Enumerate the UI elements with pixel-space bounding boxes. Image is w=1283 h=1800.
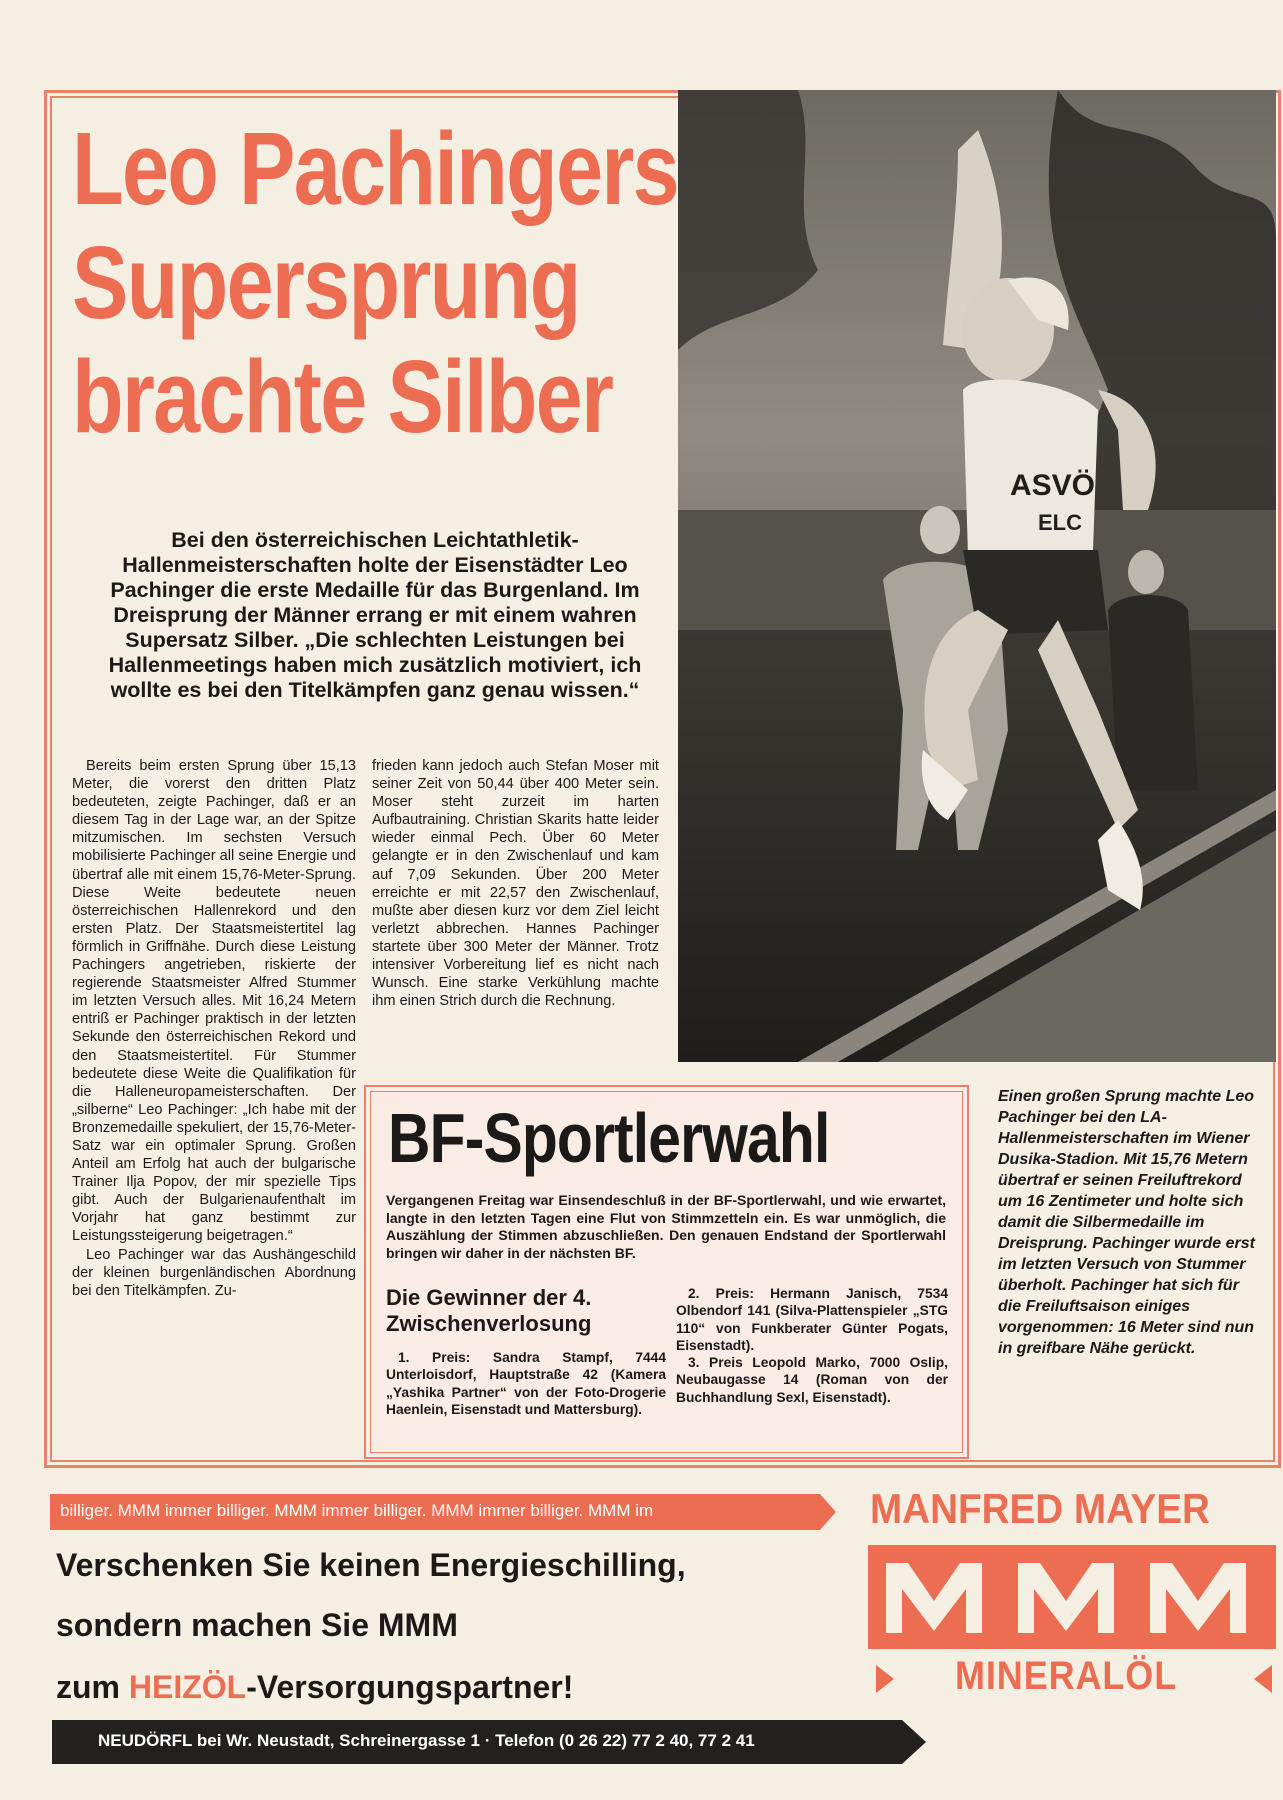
logo-text: MMM bbox=[1070, 1615, 1074, 1616]
heizoel-word: HEIZÖL bbox=[128, 1669, 247, 1705]
prize-3: 3. Preis Leopold Marko, 7000 Oslip, Neubaugasse 14 (Roman von der Buchhandlung Sexl, Eisenstadt). bbox=[676, 1355, 948, 1405]
prize-2: 2. Preis: Hermann Janisch, 7534 Olbendorf 141 (Silva-Plattenspieler „STG 110“ von Funkberater Günter Pogats, Eisenstadt). bbox=[676, 1286, 948, 1353]
column-2-paragraph: frieden kann jedoch auch Stefan Moser mit seiner Zeit von 50,44 über 400 Meter sein. Moser steht zurzeit im harten Aufbautraining. Christian Skarits hatte leider wieder einmal Pech. Über 60 Meter gelangte er in den Zwischenlauf und kam auf 7,09 Sekunden. Über 200 Meter erreichte er mit 22,57 den Zwischenlauf, mußte aber diesen kurz vor dem Ziel leicht verletzt abbrechen. Hannes Pachinger startete über 300 Meter der Männer. Trotz intensiver Vorbereitung lief es nicht nach Wunsch. Eine starke Verkühlung machte ihm einen Strich durch die Rechnung. bbox=[372, 758, 659, 1010]
headline bbox=[72, 112, 728, 454]
athlete-photo bbox=[678, 90, 1276, 1062]
ad-headline-3-post: -Versorgungspartner! bbox=[246, 1669, 574, 1705]
lead-paragraph: Bei den österreichischen Leichtathletik-Hallenmeisterschaften holte der Eisenstädter Leo Pachinger die erste Medaille für das Burgenland. Im Dreisprung der Männer errang er mit einem wahren Supersatz Silber. „Die schlechten Leistungen bei Hallenmeetings haben mich zusätzlich motiviert, ich wollte es bei den Titelkämpfen ganz genau wissen.“ bbox=[108, 528, 642, 702]
prize-column-right bbox=[676, 1285, 948, 1406]
brand-name: MANFRED MAYER bbox=[870, 1485, 1210, 1532]
brand-subtitle: MINERALÖL bbox=[955, 1654, 1178, 1698]
ad-headline-3 bbox=[56, 1668, 573, 1706]
photo-caption: Einen großen Sprung machte Leo Pachinger bei den LA-Hallenmeisterschaften im Wiener Dusika-Stadion. Mit 15,76 Metern übertraf er seinen Freiluftrekord um 16 Zentimeter und holte sich damit die Silbermedaille im Dreisprung. Pachinger wurde erst im letzten Versuch von Stummer überholt. Pachinger hat sich für die Freiluftsaison einiges vorgenommen: 16 Meter sind nun in greifbare Nähe gerückt. bbox=[998, 1088, 1255, 1357]
box-title: BF-Sportlerwahl bbox=[388, 1099, 830, 1177]
column-1-paragraph-2: Leo Pachinger war das Aushängeschild der kleinen burgenländischen Abordnung bei den Titelkämpfen. Zu- bbox=[72, 1246, 356, 1299]
ad-headline-2: sondern machen Sie MMM bbox=[56, 1607, 458, 1643]
article-column-1 bbox=[72, 757, 356, 1300]
headline-line-3: brachte Silber bbox=[72, 339, 613, 454]
mmm-logo bbox=[868, 1545, 1276, 1649]
prize-1: 1. Preis: Sandra Stampf, 7444 Unterloisdorf, Hauptstraße 42 (Kamera „Yashika Partner“ von der Foto-Drogerie Haenlein, Eisenstadt und Mattersburg). bbox=[386, 1350, 666, 1417]
box-intro: Vergangenen Freitag war Einsendeschluß in der BF-Sportlerwahl, und wie erwartet, langte in den letzten Tagen eine Flut von Stimmzetteln ein. Es war unmöglich, die Auszählung der Stimmen abzuschließen. Den genauen Endstand der Sportlerwahl bringen wir daher in der nächsten BF. bbox=[386, 1192, 946, 1261]
headline-line-2: Supersprung bbox=[72, 225, 580, 340]
address-bar bbox=[52, 1716, 928, 1768]
column-1-paragraph-1: Bereits beim ersten Sprung über 15,13 Meter, die vorerst den dritten Platz bedeuteten, zeigte Pachinger, daß er an diesem Tag in der Lage war, an der Spitze mitzumischen. Im sechsten Versuch mobilisierte Pachinger all seine Energie und übertraf alle mit einem 15,76-Meter-Sprung. Diese Weite bedeutete neuen österreichischen Hallenrekord und den ersten Platz. Der Staatsmeistertitel lag förmlich in Griffnähe. Durch diese Leistung Pachingers angetrieben, riskierte der regierende Staatsmeister Alfred Stummer im letzten Versuch alles. Mit 16,24 Metern entriß er Pachinger praktisch in der letzten Sekunde den österreichischen Rekord und den Staatsmeistertitel. Für Stummer bedeutete diese Weite die Qualifikation für die Halleneuropameisterschaften. Der „silberne“ Leo Pachinger: „Ich habe mit der Bronzemedaille spekuliert, der 15,76-Meter-Satz war ein optimaler Sprung. Großen Anteil am Erfolg hat auch der bulgarische Trainer Ilja Popov, der mir spezielle Tips gibt. Auch der Bulgarienaufenthalt im Vorjahr hat ganz bestimmt zur Leistungssteigerung beigetragen.“ bbox=[72, 758, 356, 1245]
article-column-2 bbox=[372, 757, 659, 1010]
sportlerwahl-box bbox=[364, 1085, 969, 1459]
ad-headline-3-pre: zum bbox=[56, 1669, 129, 1705]
address-text: NEUDÖRFL bei Wr. Neustadt, Schreinergasse 1 · Telefon (0 26 22) 77 2 40, 77 2 41 bbox=[98, 1731, 755, 1750]
prize-column-left bbox=[386, 1349, 666, 1418]
ticker-text: billiger. MMM immer billiger. MMM immer billiger. MMM immer billiger. MMM im bbox=[60, 1501, 654, 1520]
ad-headline-1: Verschenken Sie keinen Energieschilling, bbox=[56, 1547, 686, 1583]
winners-heading: Die Gewinner der 4. Zwischenverlosung bbox=[386, 1285, 592, 1336]
headline-line-1: Leo Pachingers bbox=[72, 111, 679, 226]
shirt-text-elc: ELC bbox=[1038, 510, 1082, 535]
shirt-text-asvo: ASVÖ bbox=[1010, 469, 1096, 502]
ad-ticker-banner bbox=[50, 1488, 840, 1536]
